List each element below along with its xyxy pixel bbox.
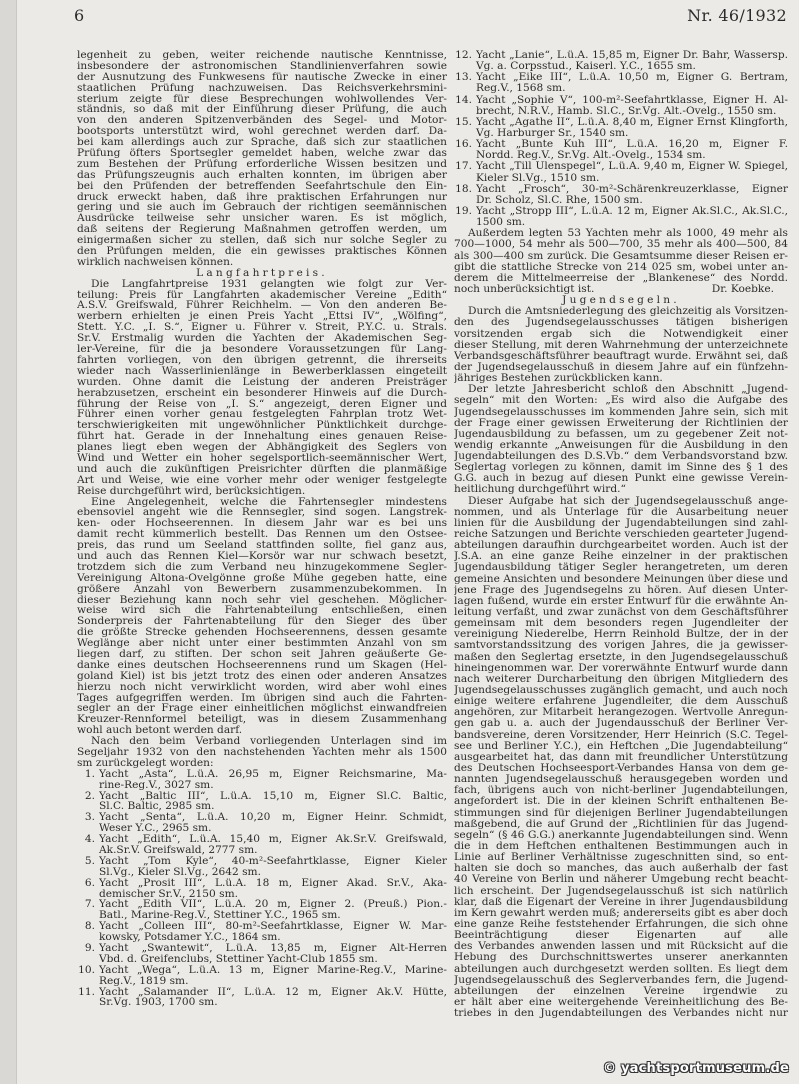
text-line: Yacht „Edith VII“, L.ü.A. 20 m, Eigner 2. (Preuß.) Pion.- — [99, 899, 447, 911]
text-line: ständnis, so daß mit der Einführung dieser Prüfung, die auch — [77, 104, 447, 116]
text-line: Die Langfahrtpreise 1931 gelangten wie folgt zur Ver- — [91, 278, 447, 290]
text-line: Yacht „Stropp III“, L.ü.A. 12 m, Eigner Ak.Sl.C., Ak.Sl.C., — [476, 205, 788, 217]
text-line: heitlichung durchgeführt wird.“ — [454, 484, 626, 496]
list-item-first-line — [454, 206, 788, 217]
text-line: und auch das Rennen Kiel—Korsör war nur schwach besetzt, — [77, 550, 447, 562]
text-line: teilung: Preis für Langfahrten akademischer Vereine „Edith“ — [77, 289, 447, 301]
text-line: Jugendausbildung tätiger Segler herangetreten, um deren — [454, 562, 788, 574]
text-line: Sl.C. Baltic, 2985 sm. — [99, 801, 215, 813]
text-line: dieser Stellung, mit deren Wahrnehmung der unterzeichnete — [454, 339, 788, 351]
list-item-number: 16. — [455, 139, 472, 151]
paragraph — [77, 279, 447, 497]
text-line: damit recht kümmerlich bestellt. Das Rennen um den Ostsee- — [77, 529, 447, 541]
list-item-number: 5. — [84, 855, 95, 867]
text-line: Jugendsegelausschusses zugänglich gemacht, und auch noch — [454, 685, 788, 697]
text-line: trotzdem sich die zum Verband neu hinzugekommene Segler- — [77, 561, 447, 573]
text-line: segler an der Frage einer einheitlichen möglichst einwandfreien — [77, 703, 447, 715]
yacht-list-item — [77, 987, 447, 1009]
text-line: wurden. Ohne damit die Leistung der anderen Preisträger — [77, 376, 447, 388]
text-line: Sonderpreis der Fahrtenabteilung für den Sieger des über — [77, 616, 447, 628]
text-line: nannten Jugendsegelausschuß herausgegeben worden und — [454, 774, 788, 786]
text-line: Der letzte Jahresbericht schloß den Abschnitt „Jugend- — [468, 384, 788, 396]
text-line: Yacht „Tom Kyle“, 40-m²-Seefahrtklasse, Eigner Kieler — [99, 855, 447, 867]
text-line: Jugendsegelausschusses im kommenden Jahre sein, sich mit — [454, 406, 788, 418]
list-item-number: 8. — [84, 921, 95, 933]
text-line: jähriges Bestehen zurückblicken kann. — [454, 373, 663, 385]
text-line: noch unberücksichtigt ist. — [454, 283, 595, 295]
text-line: Prüfung öfters Sportsegler gemeldet haben, welche zwar das — [77, 148, 447, 159]
list-item-number: 7. — [84, 899, 95, 911]
text-line: Reg.V., 1819 sm. — [99, 975, 189, 987]
text-line: maßgebend, die auf Grund der „Richtlinien für das Jugend- — [454, 818, 788, 830]
list-item-first-line — [454, 117, 788, 128]
text-line: einigermaßen sicher zu stellen, daß sich nur solche Segler zu — [77, 235, 447, 247]
list-item-number: 13. — [455, 72, 472, 84]
text-line: triebes in den Jugendabteilungen des Verbandes nicht nur — [454, 1008, 788, 1020]
text-line: die in dem Heftchen enthaltenen Bestimmungen auch in — [454, 840, 788, 852]
list-item-number: 9. — [84, 943, 95, 954]
text-line: 40 Vereine von Berlin und näherer Umgebung recht beacht- — [454, 874, 788, 886]
list-item-first-line — [77, 899, 447, 910]
text-line: Hebung des Durchschnittswertes unserer anerkannten — [454, 952, 788, 964]
list-item-first-line — [77, 987, 447, 998]
list-item-first-line — [77, 921, 447, 932]
text-line: Jugendsegelausschuß des Seglerverbandes fern, die Jugend- — [454, 974, 788, 986]
list-item-first-line — [77, 943, 447, 954]
list-item-number: 15. — [455, 116, 472, 128]
yacht-list-item — [77, 791, 447, 813]
yacht-list-item — [77, 812, 447, 834]
text-line: abteilungen auch durchgesetzt werden sollten. Es liegt dem — [454, 963, 788, 975]
text-line: ler-Vereine, für die ja besondere Voraussetzungen für Lang- — [77, 344, 447, 355]
paragraph — [454, 384, 788, 495]
text-line: segeln“ (§ 46 G.G.) anerkannte Jugendabteilungen sind. Wenn — [454, 829, 788, 841]
text-line: gemeine Ansichten und besondere Meinungen über diese und — [454, 573, 788, 585]
yacht-list-item — [77, 899, 447, 921]
yacht-list-item — [454, 206, 788, 228]
text-line: Batl., Marine-Reg.V., Stettiner Y.C., 1965 sm. — [99, 910, 341, 922]
list-item-number: 6. — [84, 877, 95, 889]
yacht-list-item — [77, 965, 447, 987]
text-line: dieser Beziehung kann noch sehr viel geschehen. Möglicher- — [77, 594, 447, 606]
text-line: gering und sie auch im Gebrauch der richtigen seemännischen — [77, 202, 447, 214]
text-line: Yacht „Salamander II“, L.ü.A. 12 m, Eigner Ak.V. Hütte, — [99, 986, 447, 998]
yacht-list-item — [77, 878, 447, 900]
list-item-first-line — [77, 791, 447, 802]
text-line: wendig erkannte „Anweisungen für die Ausbildung in den — [454, 439, 788, 451]
text-line: Tages aufgegriffen werden. Im übrigen sind auch die Fahrten- — [77, 692, 447, 704]
text-line: demischer Sr.V., 2150 sm. — [99, 888, 238, 900]
text-line: Jugendausbildung zu befassen, um zu gegebener Zeit not- — [454, 428, 788, 440]
yacht-list-item — [454, 184, 788, 206]
list-item-number: 19. — [455, 205, 472, 217]
text-line: des Verbandes anwenden lassen und mit Rücksicht auf die — [454, 941, 788, 953]
text-line: Yacht „Prosit III“, L.ü.A. 18 m, Eigner Akad. Sr.V., Aka- — [99, 877, 447, 889]
list-item-first-line — [454, 95, 788, 106]
text-line: er hält aber eine weitergehende Vereinheitlichung des Be- — [454, 996, 788, 1008]
text-line: Vg. Harburger Sr., 1540 sm. — [476, 127, 629, 139]
list-item-first-line — [454, 72, 788, 83]
text-line: wirklich nachweisen können. — [77, 256, 234, 268]
text-line: halten sie doch so manches, das auch außerhalb der fast — [454, 863, 788, 875]
list-item-number: 17. — [455, 161, 472, 173]
yacht-list-item — [454, 139, 788, 161]
text-line: nommen, und als Unterlage für die Ausarbeitung neuer — [454, 506, 788, 518]
paragraph — [454, 306, 788, 384]
yacht-list-item — [77, 769, 447, 791]
list-item-number: 11. — [78, 986, 95, 998]
text-line: fach, übrigens auch von nicht-berliner Jugendabteilungen, — [454, 785, 788, 797]
text-line: des Deutschen Hochseesport-Verbandes Hansa von dem ge- — [454, 763, 788, 774]
text-line: linien für die Ausbildung der Jugendabteilungen sind zahl- — [454, 517, 788, 529]
list-item-first-line — [77, 856, 447, 867]
list-item-first-line — [77, 812, 447, 823]
text-line: angefordert ist. Die in der kleinen Schrift enthaltenen Be- — [454, 796, 788, 808]
text-line: G.G. auch in bezug auf diesen Punkt eine gewisse Verein- — [454, 473, 788, 485]
text-line: Beeinträchtigung dieser Eigenarten auf alle — [454, 930, 788, 942]
list-item-first-line — [454, 184, 788, 195]
text-line: A.S.V. Greifswald, Führer Reichhelm. — Von den anderen Be- — [77, 300, 447, 312]
yacht-list-item — [77, 921, 447, 943]
text-line: weise wird sich die Fahrtenabteilung entschließen, einen — [77, 605, 447, 617]
text-line: Dieser Aufgabe hat sich der Jugendsegelausschuß ange- — [468, 495, 788, 507]
text-line: ausgearbeitet hat, das dann mit freundlicher Unterstützung — [454, 751, 788, 763]
text-line: Vbd. d. Greifenclubs, Stettiner Yacht-Club 1855 sm. — [99, 953, 378, 965]
text-line: eine ganze Reihe feststehender Erfahrungen, die sich ohne — [454, 918, 788, 930]
text-line: Yacht „Colleen III“, 80-m²-Seefahrtklasse, Eigner W. Mar- — [99, 921, 447, 933]
text-line: abteilungen daraufhin durchgearbeitet worden. Auch ist der — [454, 540, 788, 552]
section-heading: Langfahrtpreis. — [196, 267, 328, 279]
text-line: Vg. a. Corpsstud., Kaiserl. Y.C., 1655 sm. — [476, 61, 696, 73]
list-item-first-line — [454, 161, 788, 172]
paragraph — [77, 497, 447, 737]
text-line: segeln“ mit den Worten: „Es wird also die Aufgabe des — [454, 395, 788, 407]
text-line: bandsvereine, deren Vorsitzender, Herr Heinrich (S.C. Tegel- — [454, 729, 788, 741]
text-line: und auch die zukünftigen Preisrichter dürften die planmäßige — [77, 463, 447, 475]
text-line: Art und Weise, wie eine vorher mehr oder weniger festgelegte — [77, 474, 447, 486]
text-line: fahrten vorliegen, von den übrigen getrennt, die ihrerseits — [77, 354, 447, 366]
text-line: Yacht „Sophie V“, 100-m²-Seefahrtklasse, Eigner H. Al- — [476, 94, 788, 106]
paragraph — [77, 50, 447, 268]
yacht-list-item — [454, 72, 788, 94]
text-line: der Frage einer gewissen Erweiterung der Richtlinien der — [454, 417, 788, 429]
text-line: einige weitere erfahrene Jugendleiter, die dem Ausschuß — [454, 696, 788, 708]
text-line: Linie auf Berliner Verhältnisse zugeschnitten sind, so ent- — [454, 852, 788, 864]
text-line: abteilungen der einzelnen Vereine irgendwie zu — [454, 985, 788, 997]
list-item-number: 4. — [84, 834, 95, 846]
list-item-number: 3. — [84, 812, 95, 824]
text-line: bei kam allerdings auch zur Sprache, daß sich zur staatlichen — [77, 137, 447, 149]
text-line: Verbandsgeschäftsführer beauftragt wurde. Erwähnt sei, daß — [454, 350, 788, 362]
text-line: Yacht „Asta“, L.ü.A. 26,95 m, Eigner Reichsmarine, Ma- — [99, 768, 447, 780]
text-line: Yacht „Agathe II“, L.ü.A. 8,40 m, Eigner Ernst Klingforth, — [476, 116, 788, 128]
text-line: das Prüfungszeugnis auch erhalten konnten, im übrigen aber — [77, 169, 447, 181]
text-line: vorsitzenden ergab sich die Notwendigkeit einer — [454, 328, 788, 340]
list-item-first-line — [454, 50, 788, 61]
yacht-list-item — [454, 161, 788, 183]
text-line: jene Frage des Jugendsegelns zu hören. Auf diesen Unter- — [454, 584, 788, 596]
text-line: gemeinsam mit dem besonders regen Jugendleiter der — [454, 618, 788, 630]
text-line: Yacht „Bunte Kuh III“, L.ü.A. 16,20 m, Eigner F. — [476, 139, 788, 151]
text-line: Yacht „Senta“, L.ü.A. 10,20 m, Eigner Heinr. Schmidt, — [99, 812, 447, 824]
text-line: Kreuzer-Rennformel beteiligt, was in diesem Zusammenhang — [77, 714, 447, 726]
text-line: angehören, zur Mitarbeit herangezogen. Wertvolle Anregun- — [454, 707, 788, 719]
text-line: bei den Prüfenden der betreffenden Seefahrtschule den Ein- — [77, 180, 447, 192]
text-line: zum Bestehen der Prüfung erforderliche Wissen besitzen und — [77, 158, 447, 170]
text-line: Stett. Y.C. „I. S.“, Eigner u. Führer v. Streit, P.Y.C. u. Strals. — [77, 322, 447, 334]
text-line: leitung verfaßt, und zwar zunächst von dem Geschäftsführer — [454, 607, 788, 619]
yacht-list-item — [454, 50, 788, 72]
text-line: lich erscheint. Der Jugendsegelausschuß ist sich natürlich — [454, 885, 788, 897]
list-item-first-line — [454, 139, 788, 150]
text-line: samtvorstandssitzung des vorigen Jahres, die ja gewisser- — [454, 640, 788, 652]
list-item-first-line — [77, 878, 447, 889]
text-line: bootsports unterstützt wird, wohl gerechnet werden darf. Da- — [77, 126, 447, 138]
page-number: 6 — [74, 6, 85, 25]
text-line: der Jugendsegelausschuß in diesem Jahre auf ein fünfzehn- — [454, 361, 788, 373]
text-line: vereinigung Niederelbe, Herrn Reinhold Bultze, der in der — [454, 629, 788, 641]
text-line: der Ausnutzung des Funkwesens für nautische Zwecke in einer — [77, 71, 447, 83]
right-column — [454, 50, 788, 1019]
yacht-list-item — [77, 856, 447, 878]
text-line: Außerdem legten 53 Yachten mehr als 1000, 49 mehr als — [468, 228, 788, 240]
text-line: den Prüfungen melden, die ein gewisses praktisches Können — [77, 246, 447, 257]
text-line: Durch die Amtsniederlegung des gleichzeitig als Vorsitzen- — [468, 306, 788, 318]
text-line: Segeljahr 1932 von den nachstehenden Yachten mehr als 1500 — [77, 747, 447, 758]
text-line: Sr.V. Erstmalig wurden die Yachten der Akademischen Seg- — [77, 333, 447, 345]
text-line: sterium zeigte für diese Besprechungen wohlwollendes Ver- — [77, 93, 447, 105]
text-line: liegen darf, zu stiften. Der schon seit Jahren geäußerte Ge- — [77, 648, 447, 660]
text-line: Yacht „Baltic III“, L.ü.A. 15,10 m, Eigner Sl.C. Baltic, — [99, 790, 447, 802]
text-line: Yacht „Edith“, L.ü.A. 15,40 m, Eigner Ak.Sr.V. Greifswald, — [99, 834, 447, 846]
text-line: ebensoviel angeht wie die Rennsegler, sind sogen. Langstrek- — [77, 507, 447, 519]
text-line: maßen den Seglertag ersetzte, in den Jugendsegelausschuß — [454, 651, 788, 663]
text-line: Dr. Scholz, Sl.C. Rhe, 1500 sm. — [476, 194, 643, 206]
text-line: Yacht „Wega“, L.ü.A. 13 m, Eigner Marine-Reg.V., Marine- — [99, 964, 447, 976]
paragraph — [77, 736, 447, 769]
text-line: die größte Strecke gehenden Hochseerennens, dessen gesamte — [77, 627, 447, 639]
text-line: 1500 sm. — [476, 217, 526, 229]
text-line: daß seitens der Regierung Maßnahmen getroffen werden, um — [77, 224, 447, 236]
text-line: preis, das rund um Seeland stattfinden sollte, fiel ganz aus, — [77, 540, 447, 551]
paragraph-last-line — [454, 284, 788, 295]
section-heading: Jugendsegeln. — [562, 295, 680, 307]
text-line: Sl.Vg., Kieler Sl.Vg., 2642 sm. — [99, 866, 261, 878]
text-line: lagen fußend, wurde ein erster Entwurf für die erwähnte An- — [454, 595, 788, 607]
text-line: Wind und Wetter ein hoher segelsportlich-seemännischer Wert, — [77, 452, 447, 464]
text-line: Reise durchgeführt wird, berücksichtigen. — [77, 485, 306, 497]
text-line: derem die Mittelmeerreise der „Blankenese“ des Nordd. — [454, 272, 788, 284]
text-line: Yacht „Swantewit“, L.ü.A. 13,85 m, Eigner Alt-Herren — [99, 943, 447, 954]
text-line: Sr.Vg. 1903, 1700 sm. — [99, 997, 218, 1009]
yacht-list-item — [454, 117, 788, 139]
text-line: danke eines deutschen Hochseerennens rund um Skagen (Hel- — [77, 659, 447, 671]
list-item-number: 10. — [78, 964, 95, 976]
paragraph — [454, 496, 788, 1020]
text-line: Nordd. Reg.V., Sr.Vg. Alt.-Övelg., 1534 sm. — [476, 150, 706, 162]
yacht-list-item — [77, 943, 447, 965]
text-line: wieder nach Wasserlinienlänge in Bewerberklassen eingeteilt — [77, 365, 447, 377]
issue-number: Nr. 46/1932 — [687, 6, 787, 25]
text-line: werbern erhielten je einen Preis Yacht „Ettsi IV“, „Wölfing“, — [77, 311, 447, 323]
text-line: Weglänge aber nicht unter einer bestimmten Anzahl von sm — [77, 638, 447, 649]
list-item-number: 2. — [84, 790, 95, 802]
text-line: sm zurückgelegt worden: — [77, 757, 214, 769]
author-signature: Dr. Koebke. — [711, 283, 774, 295]
paragraph — [454, 228, 788, 295]
text-line: rine-Reg.V., 3027 sm. — [99, 779, 214, 791]
list-item-number: 1. — [84, 768, 95, 780]
text-line: goland Kiel) ist bis jetzt trotz des einen oder anderen Ansatzes — [77, 670, 447, 682]
text-line: Jugendabteilungen des D.S.Vb.“ dem Verbandsvorstand bzw. — [454, 451, 788, 463]
text-line: als 300—400 sm zurück. Die Gesamtsumme dieser Reisen er- — [454, 250, 788, 262]
text-line: im Kern gewahrt werden muß; andererseits gibt es aber doch — [454, 907, 788, 919]
text-line: Ausdrücke teilweise sehr unsicher waren. Es ist möglich, — [77, 213, 447, 225]
text-line: J.S.A. an eine ganze Reihe einzelner in der praktischen — [454, 551, 788, 563]
text-line: Führer einen vorher genau festgelegten Fahrplan trotz Wet- — [77, 409, 447, 421]
text-line: Yacht „Lanie“, L.ü.A. 15,85 m, Eigner Dr. Bahr, Wassersp. — [476, 50, 788, 61]
text-line: terschwierigkeiten mit ungewöhnlicher Pünktlichkeit durchge- — [77, 420, 447, 432]
list-item-number: 18. — [455, 183, 472, 195]
text-line: gen gab u. a. auch der Jugendausschuß der Berliner Ver- — [454, 718, 788, 730]
text-line: nach weiterer Durcharbeitung den übrigen Mitgliedern des — [454, 673, 788, 685]
text-line: Eine Angelegenheit, welche die Fahrtensegler mindestens — [91, 496, 447, 508]
text-line: den des Jugendsegelausschusses tätigen bisherigen — [454, 317, 788, 329]
text-line: reiche Satzungen und Berichte verschieden gearteter Jugend- — [454, 529, 788, 541]
text-line: stimmungen sind für diejenigen Berliner Jugendabteilungen — [454, 807, 788, 819]
list-item-number: 12. — [455, 50, 472, 61]
text-line: hierzu noch nicht verwirklicht worden, wird aber wohl eines — [77, 681, 447, 693]
text-line: größere Anzahl von Bewerbern zusammenzubekommen. In — [77, 583, 447, 595]
text-line: gibt die stattliche Strecke von 214 025 sm, wobei unter an- — [454, 261, 788, 273]
text-line: Yacht „Frosch“, 30-m²-Schärenkreuzerklasse, Eigner — [476, 183, 788, 195]
text-line: Vereinigung Altona-Övelgönne große Mühe gegeben hatte, eine — [77, 572, 447, 584]
text-line: 700—1000, 54 mehr als 500—700, 35 mehr als 400—500, 84 — [454, 239, 788, 251]
text-line: planes liegt eben wegen der Abhängigkeit des Seglers von — [77, 442, 447, 453]
text-line: see und Berliner Y.C.), ein Heftchen „Die Jugendabteilung“ — [454, 740, 788, 752]
text-line: Reg.V., 1568 sm. — [476, 83, 566, 95]
text-line: führung der Reise von „I. S.“ angezeigt, deren Eigner und — [77, 398, 447, 410]
text-line: druck erweckt haben, daß ihre praktischen Erfahrungen nur — [77, 191, 447, 203]
text-line: legenheit zu geben, weiter reichende nautische Kenntnisse, — [77, 50, 447, 61]
text-line: führt hat. Gerade in der Innehaltung eines genauen Reise- — [77, 431, 447, 443]
yacht-list-item — [77, 834, 447, 856]
text-line: herabzusetzen, erscheint ein besonderer Hinweis auf die Durch- — [77, 387, 447, 399]
text-line: Yacht „Eike III“, L.ü.A. 10,50 m, Eigner G. Bertram, — [476, 72, 788, 84]
list-item-first-line — [77, 769, 447, 780]
text-line: Yacht „Till Ulenspegel“, L.ü.A. 9,40 m, Eigner W. Spiegel, — [476, 161, 788, 173]
list-item-first-line — [77, 965, 447, 976]
text-line: Ak.Sr.V. Greifswald, 2777 sm. — [99, 845, 258, 856]
text-line: ken- oder Hochseerennen. In diesem Jahr war es bei uns — [77, 518, 447, 530]
text-line: Nach den beim Verband vorliegenden Unterlagen sind im — [91, 736, 447, 747]
left-column — [77, 50, 447, 1008]
text-line: wohl auch betont werden darf. — [77, 725, 243, 737]
text-line: Seglertag vorlegen zu können, damit im Sinne des § 1 des — [454, 462, 788, 474]
text-line: kowsky, Potsdamer Y.C., 1864 sm. — [99, 932, 281, 944]
scan-edge — [0, 0, 17, 1084]
text-line: Weser Y.C., 2965 sm. — [99, 823, 212, 835]
text-line: klar, daß die Eigenart der Vereine in ihrer Jugendausbildung — [454, 896, 788, 908]
text-line: hineingenommen war. Der vorerwähnte Entwurf wurde dann — [454, 662, 788, 674]
text-line: brecht, N.R.V., Hamb. Sl.C., Sr.Vg. Alt.-Övelg., 1550 sm. — [476, 105, 777, 117]
watermark: © yachtsportmuseum.de — [603, 1061, 789, 1076]
text-line: insbesondere der astronomischen Standlinienverfahren sowie — [77, 60, 447, 72]
list-item-number: 14. — [455, 94, 472, 106]
text-line: staatlichen Prüfung nachzuweisen. Das Reichsverkehrsmini- — [77, 82, 447, 94]
text-line: von den anderen Spitzenverbänden des Segel- und Motor- — [77, 115, 447, 127]
list-item-first-line — [77, 834, 447, 845]
text-line: Kieler Sl.Vg., 1510 sm. — [476, 172, 600, 184]
yacht-list-item — [454, 95, 788, 117]
